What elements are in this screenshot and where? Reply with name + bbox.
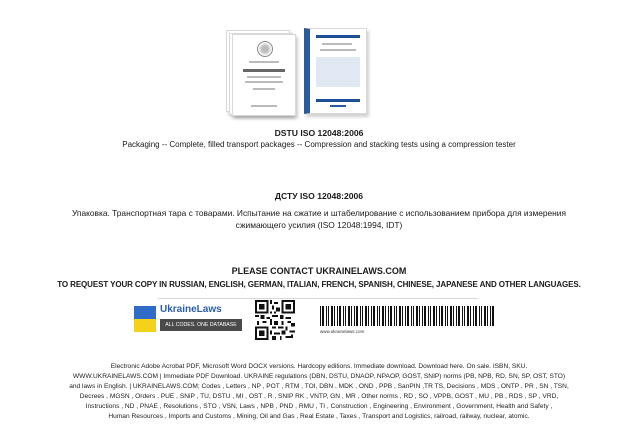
standard-code-ua: ДСТУ ISO 12048:2006 xyxy=(274,191,364,201)
logo-tagline: ALL CODES. ONE DATABASE xyxy=(160,319,242,331)
seal-icon xyxy=(257,41,273,57)
standard-book-thumbnail[interactable] xyxy=(304,28,367,114)
qr-code-icon[interactable] xyxy=(255,300,295,340)
footer-line: Human Resources , Imports and Customs , Mining, Oil and Gas , Real Estate , Taxes , Transport and Logistics, railroad, railway, nuclear, atomic. xyxy=(108,413,530,420)
standard-title-ua: Упаковка. Транспортная тара с товарами. Испытание на сжатие и штабелирование с использованием прибора для измерения сжимающего усилия (ISO 12048:1994, IDT) xyxy=(71,208,567,230)
footer-line: WWW.UKRAINELAWS.COM | Immediate PDF Download. UKRAINE regulations (DBN, DSTU, DNAOP, NPAOP, GOST, SNIP) norms (PB, NPB, RD, SN, SP, OST, STO) xyxy=(72,373,566,380)
contact-heading: PLEASE CONTACT UKRAINELAWS.COM xyxy=(231,266,407,276)
footer-text xyxy=(40,362,598,422)
ukraine-flag-icon xyxy=(134,306,156,332)
footer-line: Electronic Adobe Acrobat PDF, Microsoft Word DOCX versions. Hardcopy editions. Immediate download. Download here. On sale. ISBN, SKU. xyxy=(110,363,528,370)
footer-line: Instructions , ND , PNAE , Resolutions , STO , VSN, Laws , NPB , PND , RMU , TI , Construction , Engineering , Environment , Government, Health and Safety , xyxy=(85,403,553,410)
divider xyxy=(158,298,478,299)
footer-line: Decrees , MGSN , Orders , PUE , SNiP , TU, DSTU , MI , OST , R , SNIP RK , VNTP, GN , MR , Other norms , RD , SO , VPPB, GOST , MU , PB , RDS , SP , VRD, xyxy=(79,393,559,400)
request-copy-text: TO REQUEST YOUR COPY IN RUSSIAN, ENGLISH, GERMAN, ITALIAN, FRENCH, SPANISH, CHINESE, JAPANESE AND OTHER LANGUAGES. xyxy=(57,280,581,289)
logo-name: UkraineLaws xyxy=(160,304,222,315)
footer-line: and laws in English. | UKRAINELAWS.COM; Codes , Letters , NP , POT , RTM , TOI, DBN , MDK , OND , PPB , SanPIN ,TR TS, Decisions , MDS , ONTP , PR , SN , TSN, xyxy=(69,383,569,390)
barcode-caption: www.ukrainelaws.com xyxy=(320,329,365,334)
barcode-icon[interactable] xyxy=(318,306,496,330)
standard-code-en: DSTU ISO 12048:2006 xyxy=(274,128,364,138)
standard-title-en: Packaging -- Complete, filled transport packages -- Compression and stacking tests using a compression tester xyxy=(122,140,516,149)
ukrainelaws-logo[interactable] xyxy=(132,300,244,334)
standard-cover-thumbnail[interactable] xyxy=(232,34,296,116)
